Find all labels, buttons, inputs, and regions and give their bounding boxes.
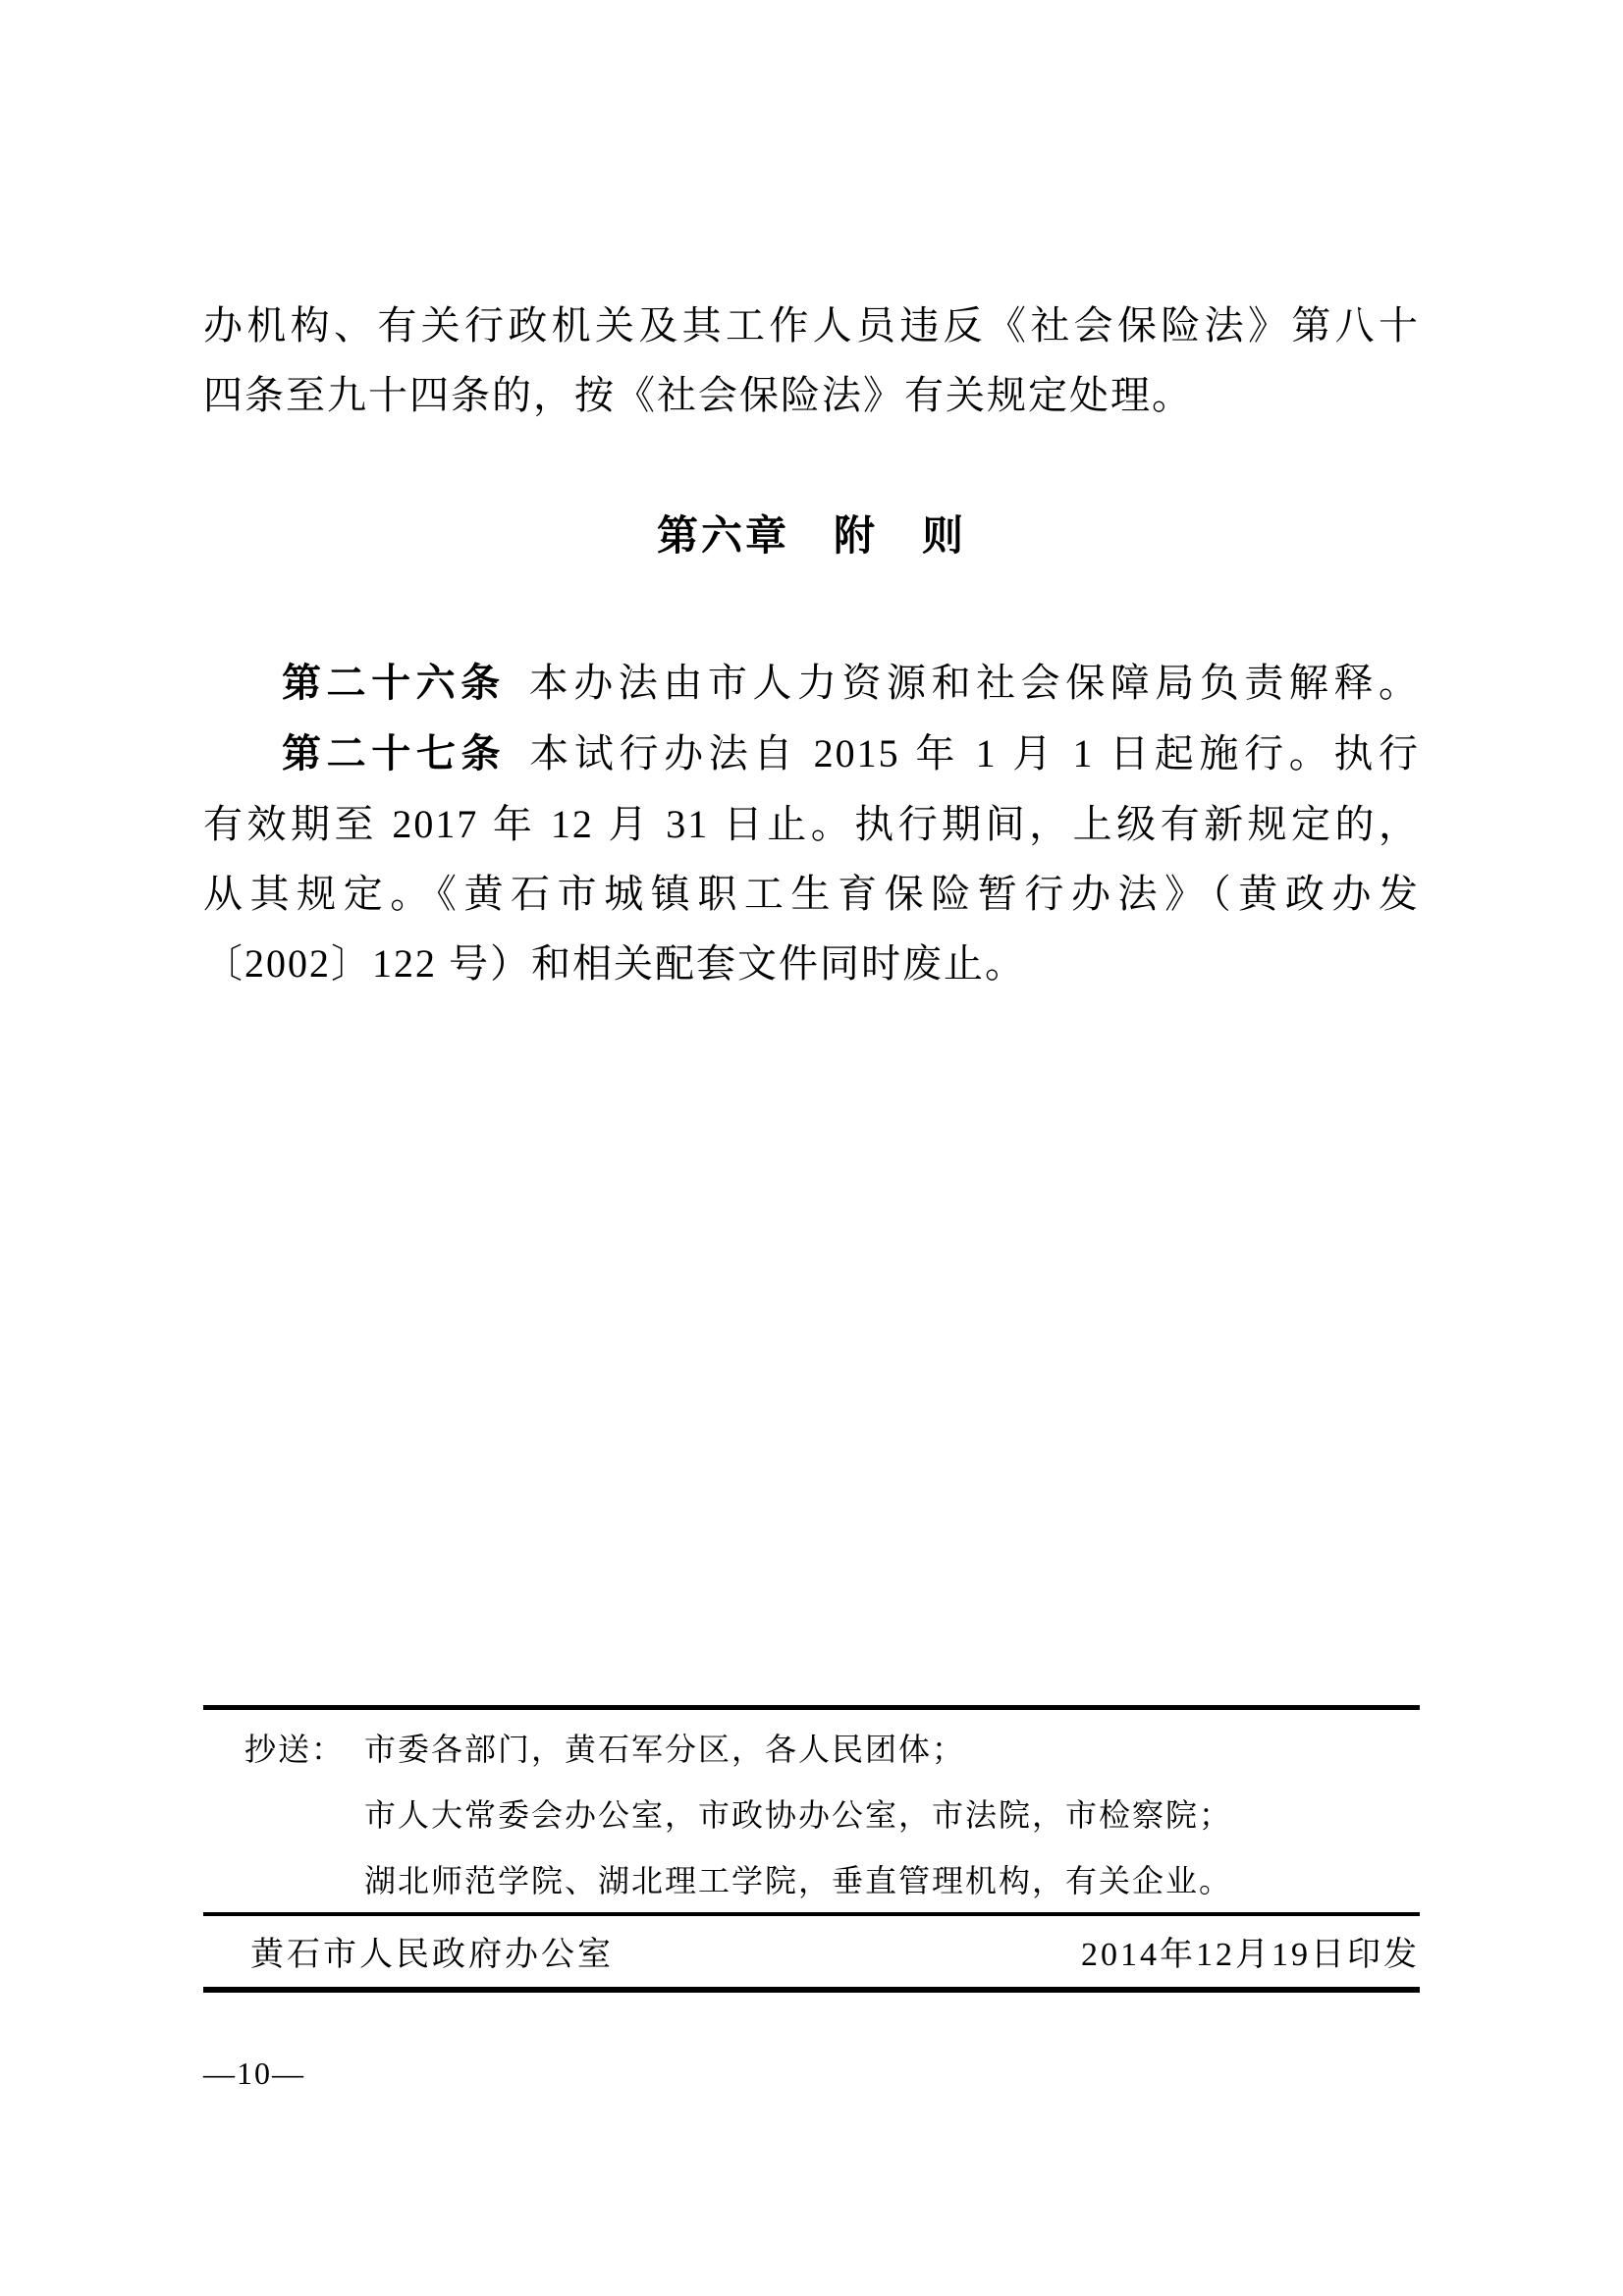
cc-line: 市人大常委会办公室，市政协办公室，市法院，市检察院；	[364, 1797, 1233, 1833]
issuer-name: 黄石市人民政府办公室	[250, 1937, 614, 1973]
paragraph-line: 办机构、有关行政机关及其工作人员违反《社会保险法》第八十	[203, 303, 1420, 347]
footer-bottom-rule	[203, 1987, 1420, 1993]
paragraph-line: 四条至九十四条的，按《社会保险法》有关规定处理。	[203, 373, 1193, 417]
cc-label: 抄送：	[244, 1732, 346, 1767]
article-27-label: 第二十七条	[282, 732, 507, 775]
article-26-text: 本办法由市人力资源和社会保障局负责解释。	[528, 661, 1421, 705]
article-27-line: 从其规定。《黄石市城镇职工生育保险暂行办法》（黄政办发	[203, 872, 1420, 916]
article-27-line: 〔2002〕122 号）和相关配套文件同时废止。	[203, 941, 1026, 986]
article-26-line	[203, 648, 1420, 719]
cc-line	[244, 1717, 1420, 1783]
footer-top-rule	[203, 1705, 1420, 1710]
issuer-row	[203, 1934, 1420, 1977]
chapter-heading: 第六章 附 则	[656, 512, 966, 559]
cc-line: 湖北师范学院、湖北理工学院，垂直管理机构，有关企业。	[364, 1863, 1233, 1898]
cc-block	[244, 1717, 1420, 1914]
article-27-text: 本试行办法自 2015 年 1 月 1 日起施行。执行	[529, 731, 1421, 775]
page-number: —10—	[203, 2056, 305, 2091]
article-26-label: 第二十六条	[282, 662, 506, 705]
article-27-line	[203, 719, 1420, 789]
articles-block	[203, 648, 1420, 998]
article-27-line: 有效期至 2017 年 12 月 31 日止。执行期间，上级有新规定的，	[203, 802, 1420, 846]
cc-line-text: 市委各部门，黄石军分区，各人民团体；	[364, 1732, 966, 1767]
continuation-paragraph	[203, 291, 1420, 430]
print-date: 2014年12月19日印发	[1081, 1937, 1420, 1973]
